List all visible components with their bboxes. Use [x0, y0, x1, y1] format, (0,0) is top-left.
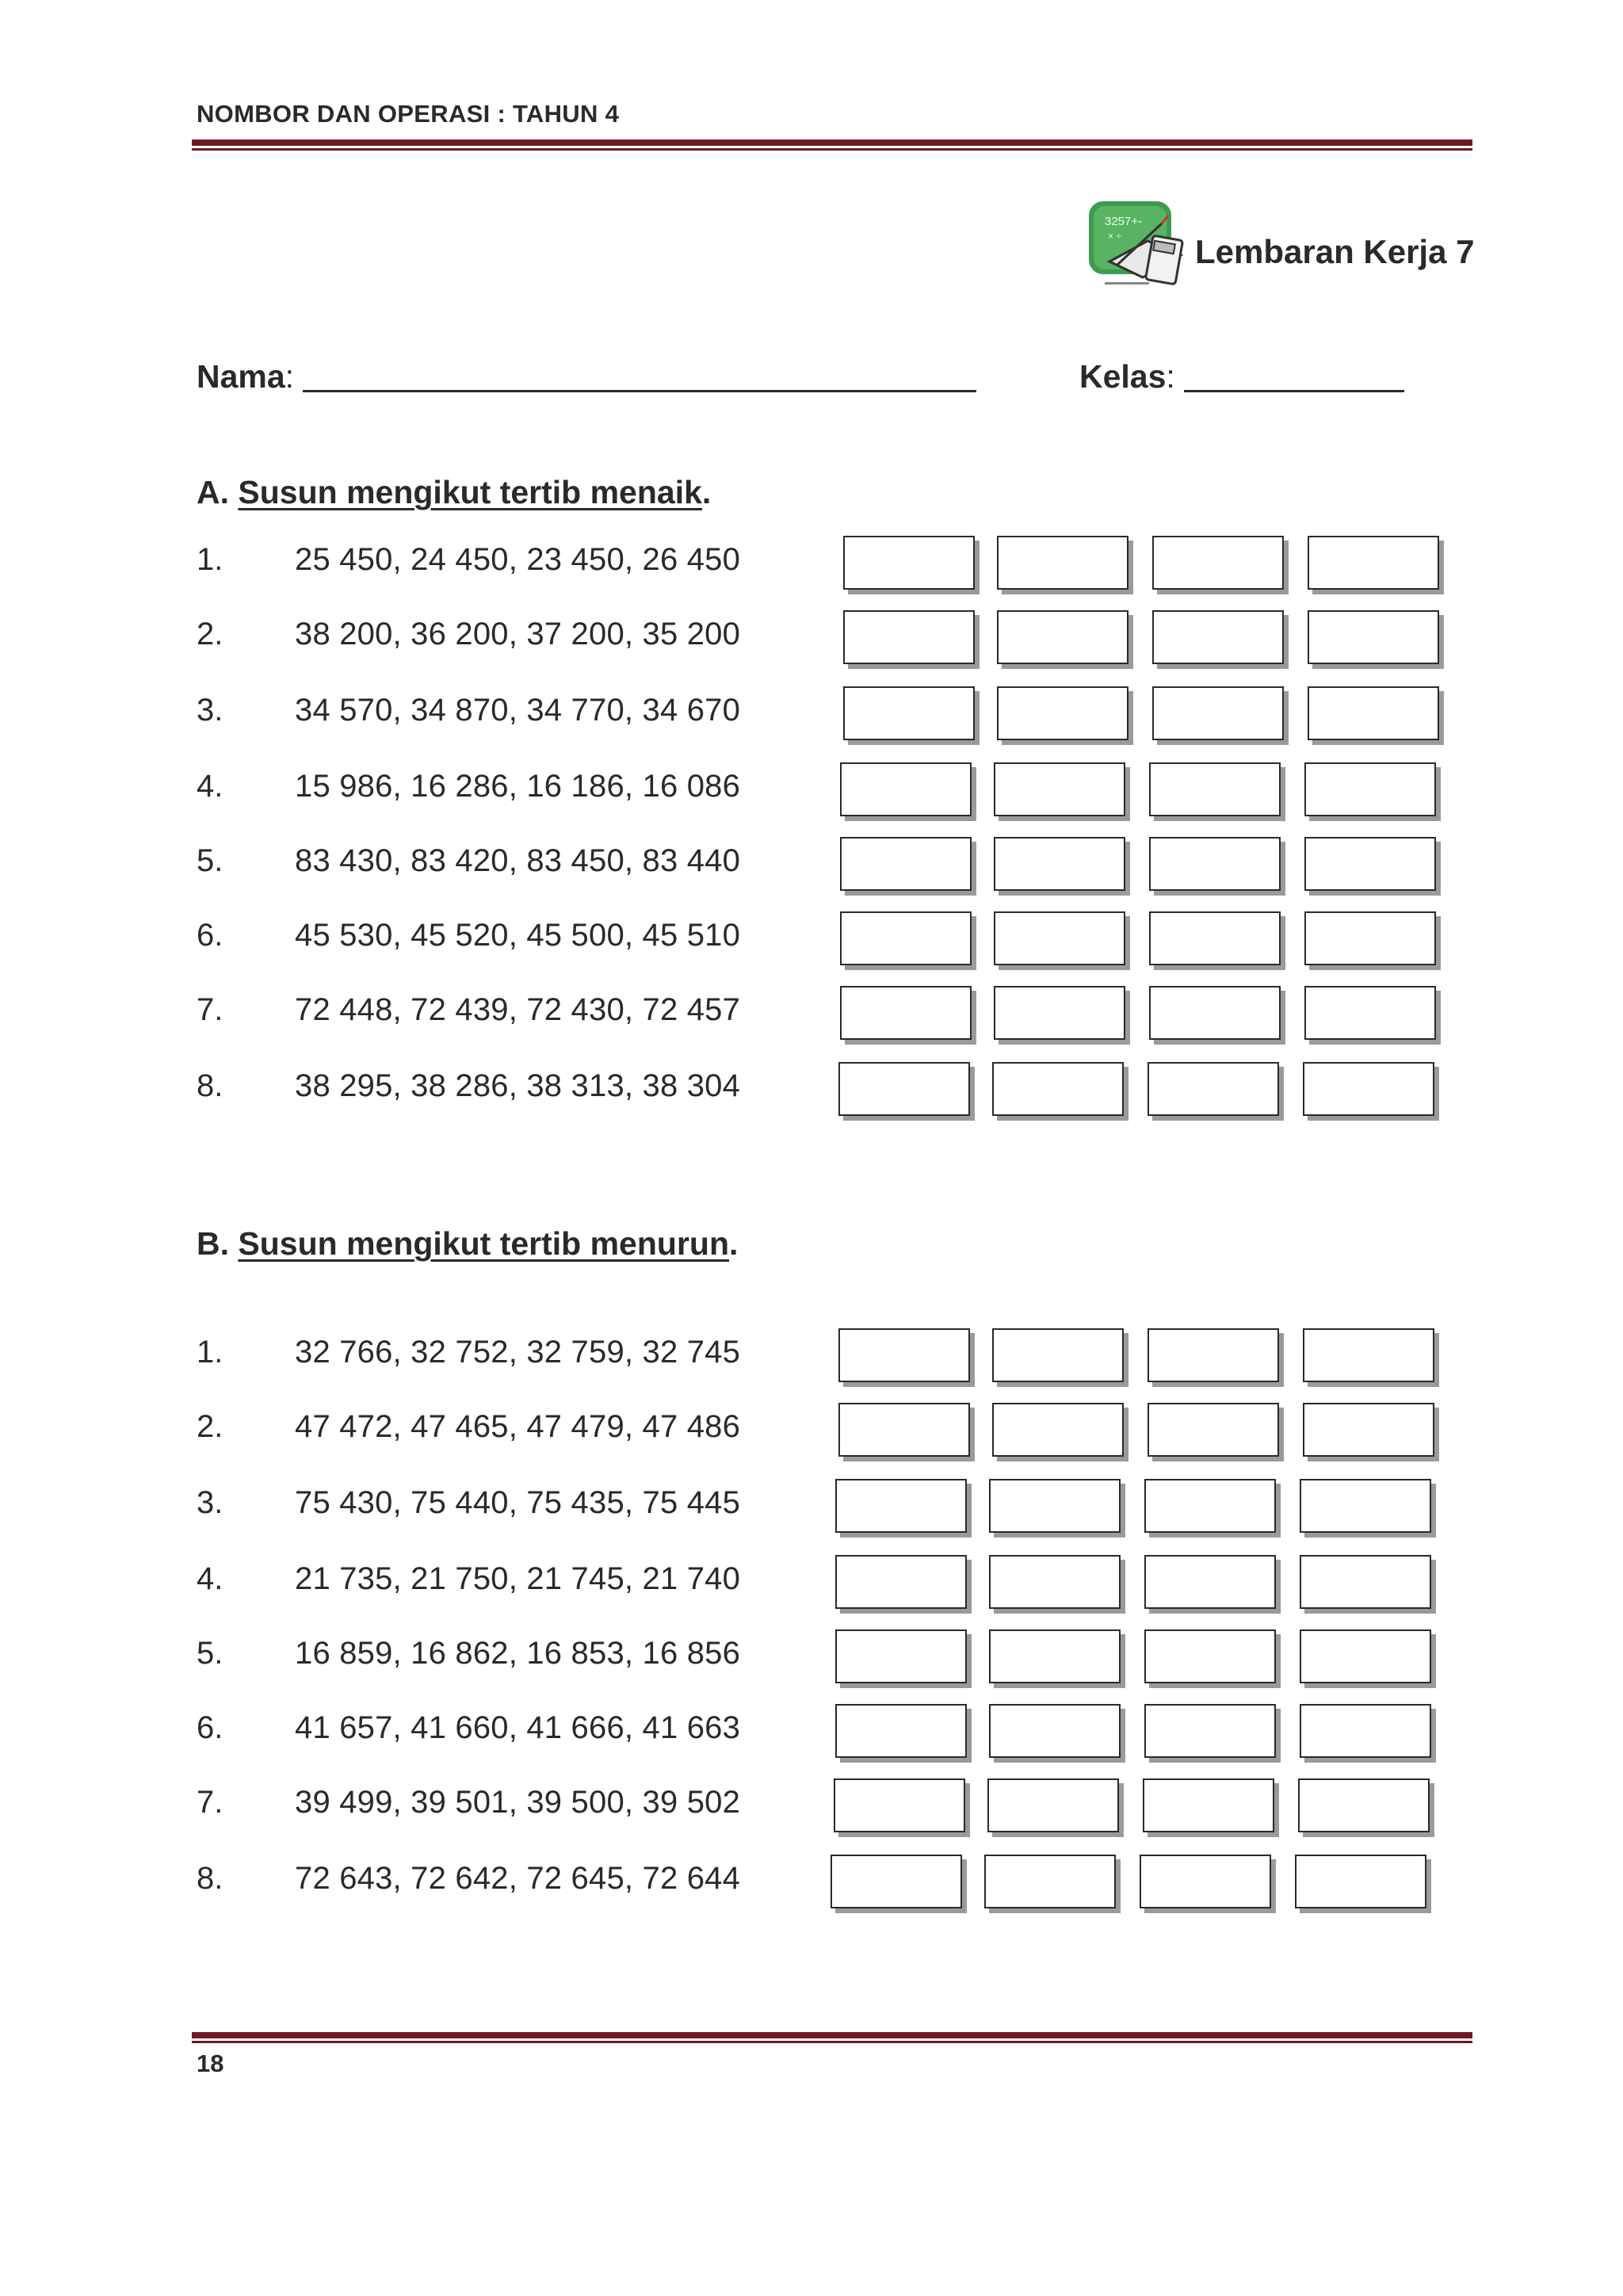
- item-number: 8.: [197, 1861, 223, 1896]
- answer-box-1[interactable]: [831, 1855, 962, 1908]
- answer-box-3[interactable]: [1149, 762, 1281, 816]
- item-number: 1.: [197, 542, 223, 577]
- number-list: 15 986, 16 286, 16 186, 16 086: [295, 769, 741, 804]
- number-list: 72 448, 72 439, 72 430, 72 457: [295, 992, 741, 1027]
- answer-box-1[interactable]: [835, 1479, 967, 1533]
- answer-box-2[interactable]: [984, 1855, 1116, 1908]
- name-field[interactable]: [303, 390, 976, 392]
- exercise-row: [0, 1555, 1623, 1610]
- answer-box-4[interactable]: [1303, 1403, 1434, 1457]
- answer-box-2[interactable]: [989, 1555, 1121, 1609]
- section-b-title: B. Susun mengikut tertib menurun.: [197, 1225, 739, 1262]
- footer-rule: [192, 2032, 1472, 2043]
- answer-box-2[interactable]: [994, 911, 1125, 965]
- answer-box-4[interactable]: [1304, 762, 1436, 816]
- answer-box-4[interactable]: [1304, 986, 1436, 1040]
- number-list: 45 530, 45 520, 45 500, 45 510: [295, 918, 741, 953]
- answer-box-2[interactable]: [992, 1062, 1124, 1116]
- answer-box-1[interactable]: [840, 986, 972, 1040]
- item-number: 4.: [197, 769, 223, 804]
- number-list: 39 499, 39 501, 39 500, 39 502: [295, 1785, 741, 1820]
- answer-box-4[interactable]: [1308, 536, 1439, 590]
- item-number: 4.: [197, 1561, 223, 1596]
- answer-box-4[interactable]: [1308, 610, 1439, 664]
- answer-box-3[interactable]: [1143, 1778, 1274, 1832]
- answer-box-4[interactable]: [1303, 1328, 1434, 1382]
- item-number: 3.: [197, 1485, 223, 1520]
- exercise-row: [0, 1704, 1623, 1759]
- number-list: 21 735, 21 750, 21 745, 21 740: [295, 1561, 741, 1596]
- answer-box-1[interactable]: [835, 1704, 967, 1758]
- exercise-row: [0, 1479, 1623, 1534]
- number-list: 41 657, 41 660, 41 666, 41 663: [295, 1710, 741, 1745]
- calculator-chalkboard-icon: [1086, 198, 1197, 290]
- class-field[interactable]: [1184, 390, 1404, 392]
- item-number: 2.: [197, 1409, 223, 1444]
- page-number: 18: [197, 2050, 224, 2077]
- answer-box-3[interactable]: [1152, 686, 1284, 740]
- answer-box-2[interactable]: [994, 837, 1125, 891]
- answer-box-3[interactable]: [1140, 1855, 1271, 1908]
- answer-box-3[interactable]: [1148, 1062, 1279, 1116]
- number-list: 38 295, 38 286, 38 313, 38 304: [295, 1068, 741, 1103]
- exercise-row: [0, 762, 1623, 818]
- exercise-row: [0, 536, 1623, 591]
- answer-box-2[interactable]: [992, 1328, 1124, 1382]
- class-field-label: Kelas:: [1079, 358, 1175, 395]
- item-number: 2.: [197, 617, 223, 651]
- answer-box-4[interactable]: [1298, 1778, 1430, 1832]
- answer-box-2[interactable]: [994, 762, 1125, 816]
- answer-box-4[interactable]: [1300, 1704, 1431, 1758]
- badge-text: 3257+-: [1105, 215, 1143, 228]
- answer-box-1[interactable]: [835, 1555, 967, 1609]
- answer-box-1[interactable]: [840, 911, 972, 965]
- exercise-row: [0, 1403, 1623, 1458]
- header-title: NOMBOR DAN OPERASI : TAHUN 4: [197, 100, 620, 128]
- answer-box-1[interactable]: [834, 1778, 965, 1832]
- item-number: 6.: [197, 918, 223, 953]
- item-number: 7.: [197, 992, 223, 1027]
- answer-box-3[interactable]: [1144, 1704, 1276, 1758]
- answer-box-4[interactable]: [1304, 837, 1436, 891]
- answer-box-3[interactable]: [1149, 986, 1281, 1040]
- exercise-row: [0, 1778, 1623, 1834]
- answer-box-4[interactable]: [1308, 686, 1439, 740]
- answer-box-3[interactable]: [1144, 1555, 1276, 1609]
- answer-box-1[interactable]: [838, 1403, 970, 1457]
- number-list: 34 570, 34 870, 34 770, 34 670: [295, 693, 741, 728]
- answer-box-3[interactable]: [1149, 837, 1281, 891]
- answer-box-3[interactable]: [1148, 1328, 1279, 1382]
- number-list: 32 766, 32 752, 32 759, 32 745: [295, 1335, 741, 1370]
- section-a-title: A. Susun mengikut tertib menaik.: [197, 474, 712, 510]
- answer-box-2[interactable]: [989, 1479, 1121, 1533]
- answer-box-3[interactable]: [1148, 1403, 1279, 1457]
- answer-box-3[interactable]: [1144, 1629, 1276, 1683]
- exercise-row: [0, 1062, 1623, 1117]
- answer-box-1[interactable]: [843, 686, 975, 740]
- answer-box-4[interactable]: [1300, 1555, 1431, 1609]
- item-number: 3.: [197, 693, 223, 728]
- answer-box-2[interactable]: [994, 986, 1125, 1040]
- answer-box-1[interactable]: [835, 1629, 967, 1683]
- answer-box-3[interactable]: [1152, 610, 1284, 664]
- answer-box-1[interactable]: [840, 762, 972, 816]
- item-number: 5.: [197, 1636, 223, 1671]
- number-list: 83 430, 83 420, 83 450, 83 440: [295, 843, 741, 878]
- exercise-row: [0, 1629, 1623, 1685]
- answer-box-1[interactable]: [843, 536, 975, 590]
- answer-box-2[interactable]: [992, 1403, 1124, 1457]
- item-number: 8.: [197, 1068, 223, 1103]
- exercise-row: [0, 1855, 1623, 1910]
- item-number: 7.: [197, 1785, 223, 1820]
- answer-box-3[interactable]: [1149, 911, 1281, 965]
- exercise-row: [0, 610, 1623, 666]
- answer-box-4[interactable]: [1295, 1855, 1426, 1908]
- exercise-row: [0, 837, 1623, 892]
- sheet-title: Lembaran Kerja 7: [1195, 233, 1475, 270]
- exercise-row: [0, 986, 1623, 1041]
- exercise-row: [0, 686, 1623, 742]
- answer-box-1[interactable]: [838, 1062, 970, 1116]
- answer-box-2[interactable]: [997, 536, 1128, 590]
- number-list: 16 859, 16 862, 16 853, 16 856: [295, 1636, 741, 1671]
- answer-box-2[interactable]: [997, 686, 1128, 740]
- answer-box-4[interactable]: [1303, 1062, 1434, 1116]
- item-number: 1.: [197, 1335, 223, 1370]
- number-list: 38 200, 36 200, 37 200, 35 200: [295, 617, 741, 651]
- answer-box-3[interactable]: [1144, 1479, 1276, 1533]
- item-number: 5.: [197, 843, 223, 878]
- answer-box-1[interactable]: [843, 610, 975, 664]
- item-number: 6.: [197, 1710, 223, 1745]
- answer-box-4[interactable]: [1300, 1629, 1431, 1683]
- number-list: 72 643, 72 642, 72 645, 72 644: [295, 1861, 741, 1896]
- answer-box-1[interactable]: [838, 1328, 970, 1382]
- name-field-label: Nama:: [197, 358, 295, 395]
- answer-box-4[interactable]: [1304, 911, 1436, 965]
- number-list: 47 472, 47 465, 47 479, 47 486: [295, 1409, 741, 1444]
- answer-box-1[interactable]: [840, 837, 972, 891]
- svg-text:× ÷: × ÷: [1108, 231, 1121, 242]
- header-rule: [192, 139, 1472, 151]
- answer-box-3[interactable]: [1152, 536, 1284, 590]
- answer-box-2[interactable]: [997, 610, 1128, 664]
- number-list: 75 430, 75 440, 75 435, 75 445: [295, 1485, 741, 1520]
- answer-box-2[interactable]: [987, 1778, 1119, 1832]
- exercise-row: [0, 911, 1623, 967]
- exercise-row: [0, 1328, 1623, 1384]
- answer-box-2[interactable]: [989, 1629, 1121, 1683]
- answer-box-2[interactable]: [989, 1704, 1121, 1758]
- answer-box-4[interactable]: [1300, 1479, 1431, 1533]
- number-list: 25 450, 24 450, 23 450, 26 450: [295, 542, 741, 577]
